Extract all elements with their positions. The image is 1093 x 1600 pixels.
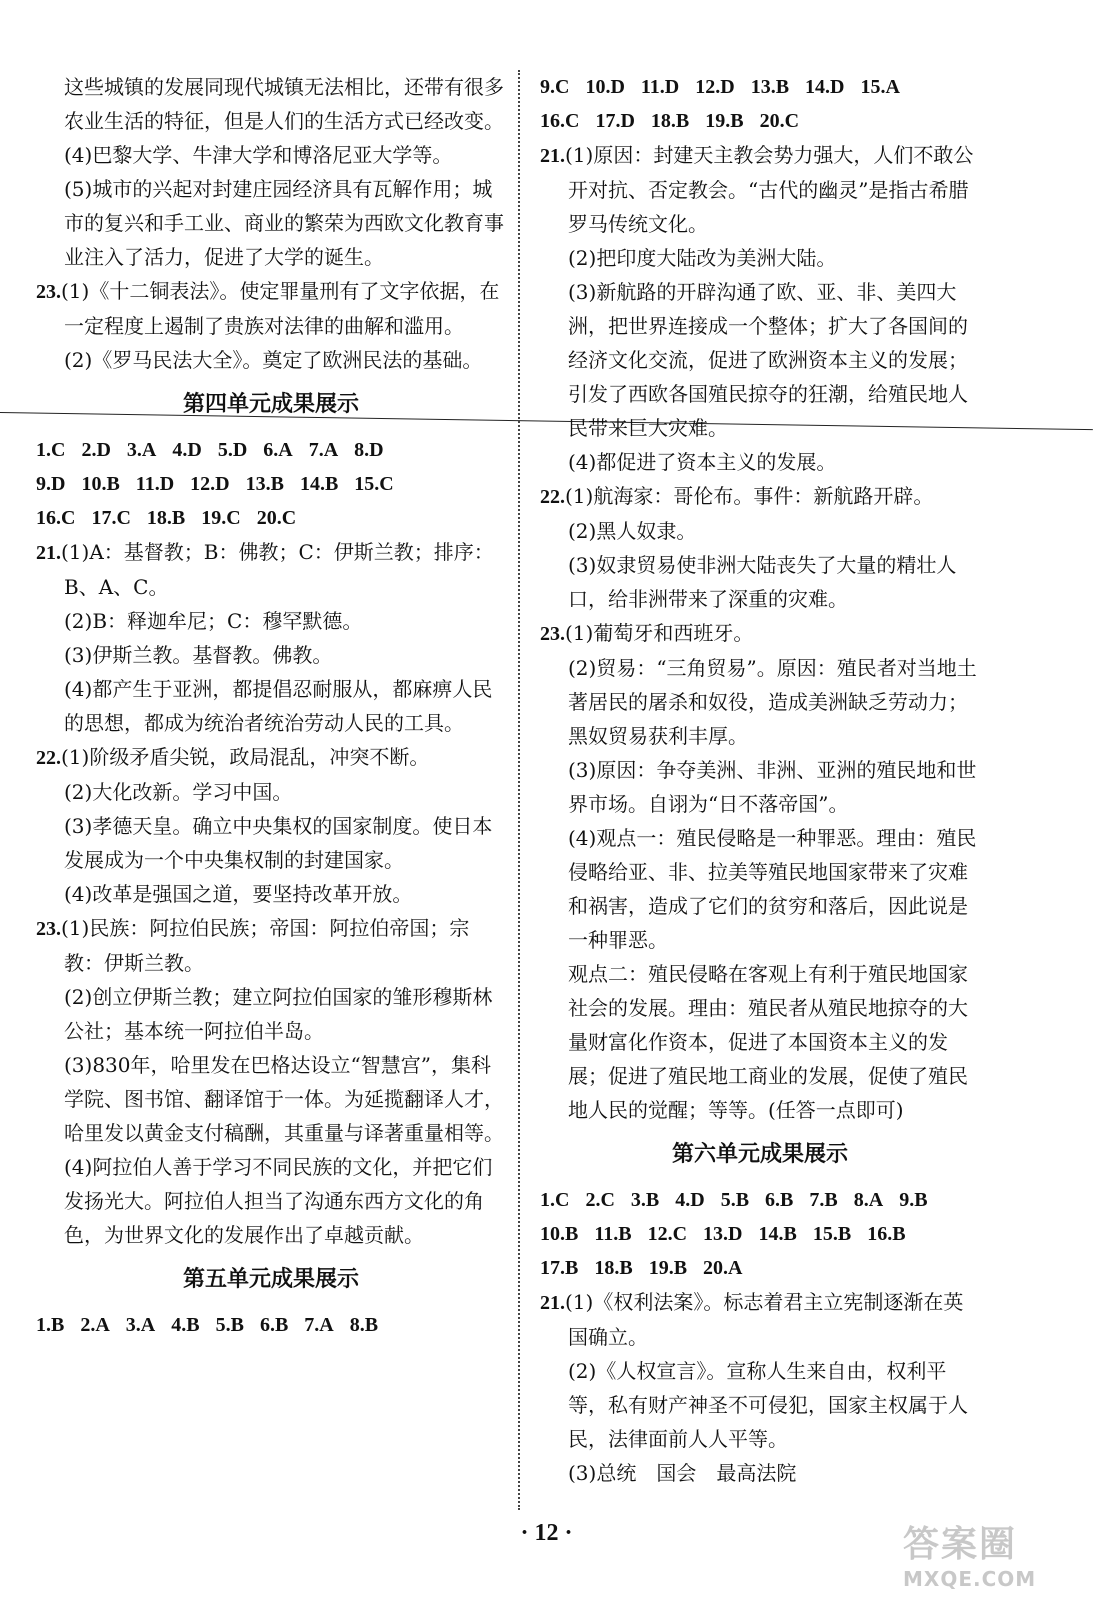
answer-item: 2.C	[585, 1189, 615, 1211]
answer-item: 6.B	[765, 1189, 794, 1211]
unit4-title: 第四单元成果展示	[182, 391, 359, 417]
answer-text: (2)把印度大陆改为美洲大陆。	[568, 246, 837, 270]
answer-text: (1)原因：封建天主教会势力强大，人们不敢公开对抗、否定教会。“古代的幽灵”是指古希腊罗马传统文化。	[565, 143, 974, 236]
answer-item: 9.D	[36, 473, 66, 495]
question-number: 23.	[36, 918, 61, 940]
question-item	[36, 740, 506, 775]
answer-item: 7.A	[308, 439, 339, 461]
answer-item: 11.D	[135, 473, 175, 495]
question-number: 21.	[540, 145, 565, 167]
answer-item: 8.A	[853, 1189, 884, 1211]
answer-item: 3.B	[630, 1189, 660, 1211]
watermark-site: MXQE.COM	[903, 1567, 1037, 1591]
question-item	[36, 911, 506, 980]
answer-text: (2)创立伊斯兰教；建立阿拉伯国家的雏形穆斯林公社；基本统一阿拉伯半岛。	[64, 985, 493, 1043]
answer-item: 18.B	[650, 110, 690, 132]
answer-item: 13.B	[245, 473, 284, 495]
unit4-question-22	[36, 740, 506, 911]
unit5-question-23	[540, 616, 980, 1127]
answer-item: 5.D	[217, 439, 248, 461]
answer-text: (1)A：基督教；B：佛教；C：伊斯兰教；排序：B、A、C。	[61, 540, 494, 599]
answer-item: 20.A	[703, 1257, 743, 1279]
answer-item: 12.C	[647, 1223, 688, 1245]
question-number: 21.	[540, 1292, 565, 1314]
answer-text: (2)B：释迦牟尼；C：穆罕默德。	[64, 609, 363, 633]
answer-item: 17.D	[595, 110, 635, 132]
answer-row	[36, 501, 506, 535]
intro-block	[36, 70, 506, 274]
answer-row	[36, 1308, 506, 1342]
answer-text: (1)阶级矛盾尖锐，政局混乱，冲突不断。	[61, 745, 430, 769]
answer-item: 3.A	[126, 439, 157, 461]
answer-item: 19.B	[648, 1257, 688, 1279]
unit6-title: 第六单元成果展示	[671, 1141, 848, 1167]
answer-item: 15.C	[354, 473, 394, 495]
question-number: 22.	[540, 486, 565, 508]
watermark	[903, 1516, 1063, 1591]
answer-row	[540, 1217, 980, 1251]
answer-text: (3)830年，哈里发在巴格达设立“智慧宫”，集科学院、图书馆、翻译馆于一体。为延揽翻译人才，哈里发以黄金支付稿酬，其重量与译著重量相等。	[64, 1053, 504, 1145]
answer-item: 15.A	[860, 76, 900, 98]
answer-item: 4.B	[171, 1314, 200, 1336]
answer-item: 8.D	[354, 439, 384, 461]
answer-row	[540, 104, 980, 138]
answer-item: 1.C	[36, 439, 66, 461]
question-23	[36, 274, 506, 377]
answer-item: 4.D	[675, 1189, 705, 1211]
answer-text: (1)民族：阿拉伯民族；帝国：阿拉伯帝国；宗教：伊斯兰教。	[61, 916, 470, 975]
unit4-answer-key	[36, 433, 506, 535]
answer-item: 11.B	[594, 1223, 632, 1245]
answer-text: 观点二：殖民侵略在客观上有利于殖民地国家社会的发展。理由：殖民者从殖民地掠夺的大量财富化作资本，促进了本国资本主义的发展；促进了殖民地工商业的发展，促使了殖民地人民的觉醒；等等。(任答一点即可)	[568, 962, 968, 1122]
unit4-question-21	[36, 535, 506, 740]
answer-item: 14.B	[299, 473, 339, 495]
answer-text: (2)大化改新。学习中国。	[64, 780, 293, 804]
answer-item: 11.D	[640, 76, 680, 98]
answer-item: 19.B	[705, 110, 744, 132]
paragraph: (4)巴黎大学、牛津大学和博洛尼亚大学等。	[64, 143, 453, 167]
answer-text: (4)观点一：殖民侵略是一种罪恶。理由：殖民侵略给亚、非、拉美等殖民地国家带来了灾难和祸害，造成了它们的贫穷和落后，因此说是一种罪恶。	[568, 826, 977, 952]
unit4-question-23	[36, 911, 506, 1252]
answer-text: (1)航海家：哥伦布。事件：新航路开辟。	[565, 484, 934, 508]
answer-text: (4)改革是强国之道，要坚持改革开放。	[64, 882, 413, 906]
answer-text: (2)贸易：“三角贸易”。原因：殖民者对当地土著居民的屠杀和奴役，造成美洲缺乏劳动力；黑奴贸易获利丰厚。	[568, 656, 977, 748]
answer-text: (4)都产生于亚洲，都提倡忍耐服从，都麻痹人民的思想，都成为统治者统治劳动人民的工具。	[64, 677, 493, 735]
question-item	[36, 535, 506, 604]
answer-item: 19.C	[201, 507, 241, 529]
answer-item: 14.B	[758, 1223, 797, 1245]
paragraph: (5)城市的兴起对封建庄园经济具有瓦解作用；城市的复兴和手工业、商业的繁荣为西欧文化教育事业注入了活力，促进了大学的诞生。	[64, 177, 504, 269]
question-item	[36, 274, 506, 343]
answer-item: 10.B	[540, 1223, 579, 1245]
unit5-question-21	[540, 138, 980, 479]
answer-item: 10.D	[585, 76, 625, 98]
answer-text: (2)黑人奴隶。	[568, 519, 697, 543]
answer-item: 13.D	[703, 1223, 743, 1245]
answer-text: (1)葡萄牙和西班牙。	[565, 621, 754, 645]
answer-item: 2.D	[81, 439, 111, 461]
page-number: · 12 ·	[520, 1520, 573, 1546]
answer-item: 16.B	[867, 1223, 906, 1245]
answer-item: 20.C	[256, 507, 297, 529]
answer-row	[540, 1251, 980, 1285]
watermark-logo: 答案圈	[903, 1524, 1018, 1565]
answer-item: 9.B	[899, 1189, 928, 1211]
answer-item: 5.B	[215, 1314, 244, 1336]
paragraph: 这些城镇的发展同现代城镇无法相比，还带有很多农业生活的特征，但是人们的生活方式已经改变。	[64, 75, 504, 133]
right-column	[540, 70, 980, 1490]
answer-text: (4)阿拉伯人善于学习不同民族的文化，并把它们发扬光大。阿拉伯人担当了沟通东西方文化的角色，为世界文化的发展作出了卓越贡献。	[64, 1155, 493, 1247]
unit5-answer-key	[36, 1308, 506, 1342]
question-item	[540, 479, 980, 514]
unit5-answer-key-continued	[540, 70, 980, 138]
question-number: 22.	[36, 747, 61, 769]
question-number: 21.	[36, 542, 61, 564]
answer-item: 12.D	[190, 473, 230, 495]
question-number: 23.	[36, 281, 61, 303]
answer-item: 4.D	[172, 439, 202, 461]
answer-item: 6.B	[259, 1314, 289, 1336]
answer-row	[36, 433, 506, 467]
unit5-title: 第五单元成果展示	[182, 1266, 359, 1292]
answer-item: 14.D	[805, 76, 845, 98]
answer-text: (2)《罗马民法大全》。奠定了欧洲民法的基础。	[64, 348, 483, 372]
answer-item: 1.C	[540, 1189, 570, 1211]
answer-item: 13.B	[750, 76, 790, 98]
answer-text: (1)《权利法案》。标志着君主立宪制逐渐在英国确立。	[565, 1290, 964, 1349]
answer-row	[540, 1183, 980, 1217]
answer-text: (1)《十二铜表法》。使定罪量刑有了文字依据，在一定程度上遏制了贵族对法律的曲解和滥用。	[61, 279, 500, 338]
answer-text: (3)孝德天皇。确立中央集权的国家制度。使日本发展成为一个中央集权制的封建国家。	[64, 814, 493, 872]
answer-item: 20.C	[759, 110, 800, 132]
question-item	[540, 1285, 980, 1354]
answer-text: (4)都促进了资本主义的发展。	[568, 450, 837, 474]
answer-text: (3)原因：争夺美洲、非洲、亚洲的殖民地和世界市场。自诩为“日不落帝国”。	[568, 758, 977, 816]
unit6-question-21	[540, 1285, 980, 1490]
answer-item: 16.C	[540, 110, 580, 132]
answer-item: 6.A	[263, 439, 293, 461]
question-number: 23.	[540, 623, 565, 645]
answer-text: (3)总统 国会 最高法院	[568, 1461, 797, 1485]
unit6-answer-key	[540, 1183, 980, 1285]
answer-item: 8.B	[349, 1314, 379, 1336]
column-divider	[518, 70, 520, 1510]
answer-item: 10.B	[81, 473, 120, 495]
answer-item: 7.A	[304, 1314, 334, 1336]
answer-row	[36, 467, 506, 501]
answer-item: 18.B	[594, 1257, 633, 1279]
answer-item: 7.B	[809, 1189, 838, 1211]
answer-item: 17.C	[91, 507, 131, 529]
answer-item: 1.B	[36, 1314, 65, 1336]
answer-item: 17.B	[540, 1257, 579, 1279]
answer-text: (2)《人权宣言》。宣称人生来自由，权利平等，私有财产神圣不可侵犯，国家主权属于人民，法律面前人人平等。	[568, 1359, 968, 1451]
answer-item: 16.C	[36, 507, 76, 529]
answer-item: 3.A	[125, 1314, 156, 1336]
answer-item: 2.A	[80, 1314, 110, 1336]
answer-item: 5.B	[720, 1189, 750, 1211]
left-column	[36, 70, 506, 1342]
answer-text: (3)奴隶贸易使非洲大陆丧失了大量的精壮人口，给非洲带来了深重的灾难。	[568, 553, 957, 611]
answer-item: 12.D	[695, 76, 735, 98]
answer-item: 15.B	[812, 1223, 852, 1245]
question-item	[540, 138, 980, 241]
answer-item: 18.B	[146, 507, 186, 529]
answer-text: (3)伊斯兰教。基督教。佛教。	[64, 643, 333, 667]
answer-row	[540, 70, 980, 104]
answer-text: (3)新航路的开辟沟通了欧、亚、非、美四大洲，把世界连接成一个整体；扩大了各国间的经济文化交流，促进了欧洲资本主义的发展；引发了西欧各国殖民掠夺的狂潮，给殖民地人民带来巨大灾难。	[568, 280, 968, 440]
unit5-question-22	[540, 479, 980, 616]
answer-item: 9.C	[540, 76, 570, 98]
question-item	[540, 616, 980, 651]
